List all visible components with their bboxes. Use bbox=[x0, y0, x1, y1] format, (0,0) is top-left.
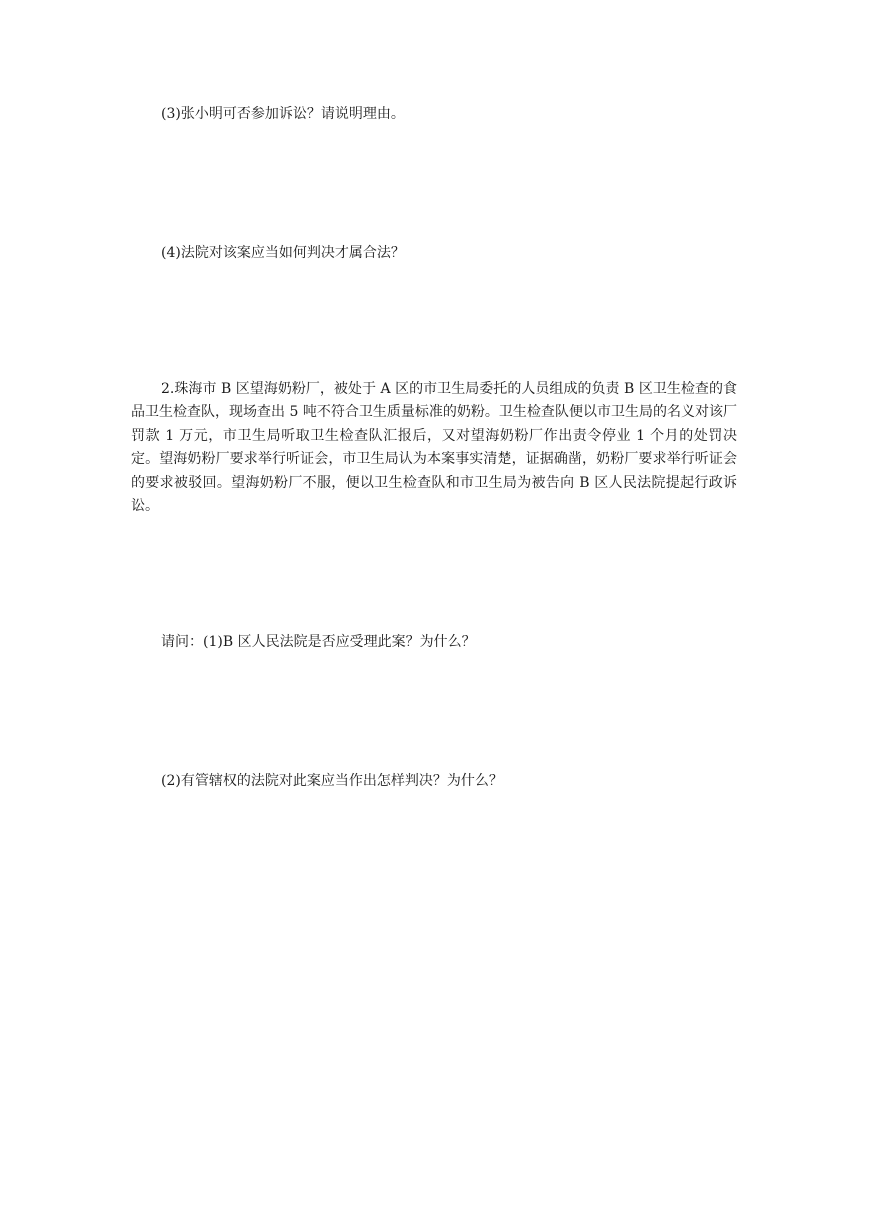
case-2-description: 2.珠海市 B 区望海奶粉厂，被处于 A 区的市卫生局委托的人员组成的负责 B 区卫生检查的食品卫生检查队，现场查出 5 吨不符合卫生质量标准的奶粉。卫生检查队便以市卫生局的名义对该厂罚款 1 万元，市卫生局听取卫生检查队汇报后，又对望海奶粉厂作出责令停业 1 个月的处罚决定。望海奶粉厂要求举行听证会，市卫生局认为本案事实清楚，证据确凿，奶粉厂要求举行听证会的要求被驳回。望海奶粉厂不服，便以卫生检查队和市卫生局为被告向 B 区人民法院提起行政诉讼。 bbox=[131, 381, 737, 515]
question-1-4: (4)法院对该案应当如何判决才属合法？ bbox=[161, 245, 405, 261]
question-1-3: (3)张小明可否参加诉讼？请说明理由。 bbox=[161, 106, 405, 122]
question-2-2: (2)有管辖权的法院对此案应当作出怎样判决？为什么？ bbox=[161, 773, 503, 789]
question-2-1: 请问：(1)B 区人民法院是否应受理此案？为什么？ bbox=[161, 634, 476, 650]
